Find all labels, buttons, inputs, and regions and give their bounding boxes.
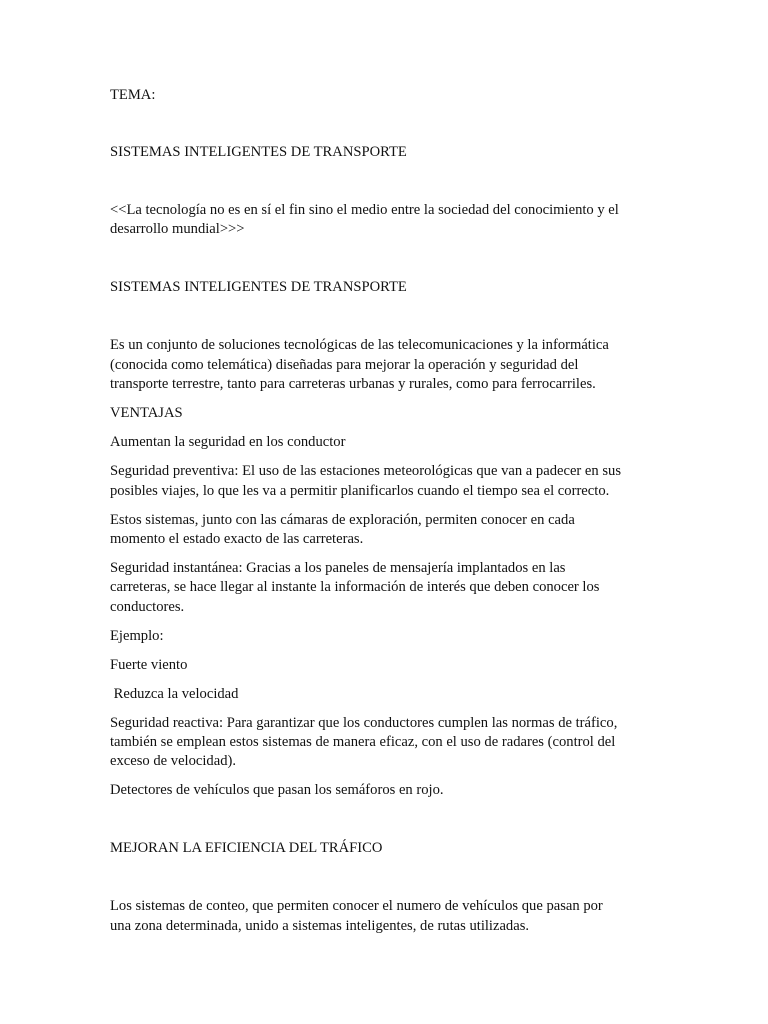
estos-line-1: Estos sistemas, junto con las cámaras de exploración, permiten conocer en cada (110, 512, 575, 528)
intro-paragraph-line-2: (conocida como telemática) diseñadas para mejorar la operación y seguridad del (110, 357, 579, 373)
intro-paragraph-line-1: Es un conjunto de soluciones tecnológicas de las telecomunicaciones y la informática (110, 337, 609, 353)
ejemplo-line: Ejemplo: (110, 628, 164, 644)
quote-line-2: desarrollo mundial>>> (110, 221, 245, 237)
conteo-line-1: Los sistemas de conteo, que permiten conocer el numero de vehículos que pasan por (110, 898, 603, 914)
instantanea-line-3: conductores. (110, 599, 185, 615)
section-heading: SISTEMAS INTELIGENTES DE TRANSPORTE (110, 279, 407, 295)
instantanea-line-1: Seguridad instantánea: Gracias a los paneles de mensajería implantados en las (110, 560, 566, 576)
reactiva-line-2: también se emplean estos sistemas de manera eficaz, con el uso de radares (control del (110, 734, 616, 750)
preventiva-line-2: posibles viajes, lo que les va a permitir planificarlos cuando el tiempo sea el correcto. (110, 483, 610, 499)
intro-paragraph-line-3: transporte terrestre, tanto para carreteras urbanas y rurales, como para ferrocarriles. (110, 376, 596, 392)
label-tema: TEMA: (110, 87, 156, 103)
fuerte-viento-line: Fuerte viento (110, 657, 188, 673)
ventajas-heading: VENTAJAS (110, 405, 183, 421)
document-title: SISTEMAS INTELIGENTES DE TRANSPORTE (110, 144, 407, 160)
conteo-line-2: una zona determinada, unido a sistemas inteligentes, de rutas utilizadas. (110, 918, 530, 934)
quote-line-1: <<La tecnología no es en sí el fin sino el medio entre la sociedad del conocimiento y el (110, 202, 619, 218)
aumentan-line: Aumentan la seguridad en los conductor (110, 434, 346, 450)
preventiva-line-1: Seguridad preventiva: El uso de las estaciones meteorológicas que van a padecer en sus (110, 463, 622, 479)
estos-line-2: momento el estado exacto de las carreteras. (110, 531, 364, 547)
instantanea-line-2: carreteras, se hace llegar al instante la información de interés que deben conocer los (110, 579, 600, 595)
reactiva-line-3: exceso de velocidad). (110, 753, 237, 769)
detectores-line: Detectores de vehículos que pasan los semáforos en rojo. (110, 782, 444, 798)
eficiencia-heading: MEJORAN LA EFICIENCIA DEL TRÁFICO (110, 840, 383, 856)
reduzca-line: Reduzca la velocidad (110, 686, 239, 702)
reactiva-line-1: Seguridad reactiva: Para garantizar que los conductores cumplen las normas de tráfico, (110, 715, 618, 731)
